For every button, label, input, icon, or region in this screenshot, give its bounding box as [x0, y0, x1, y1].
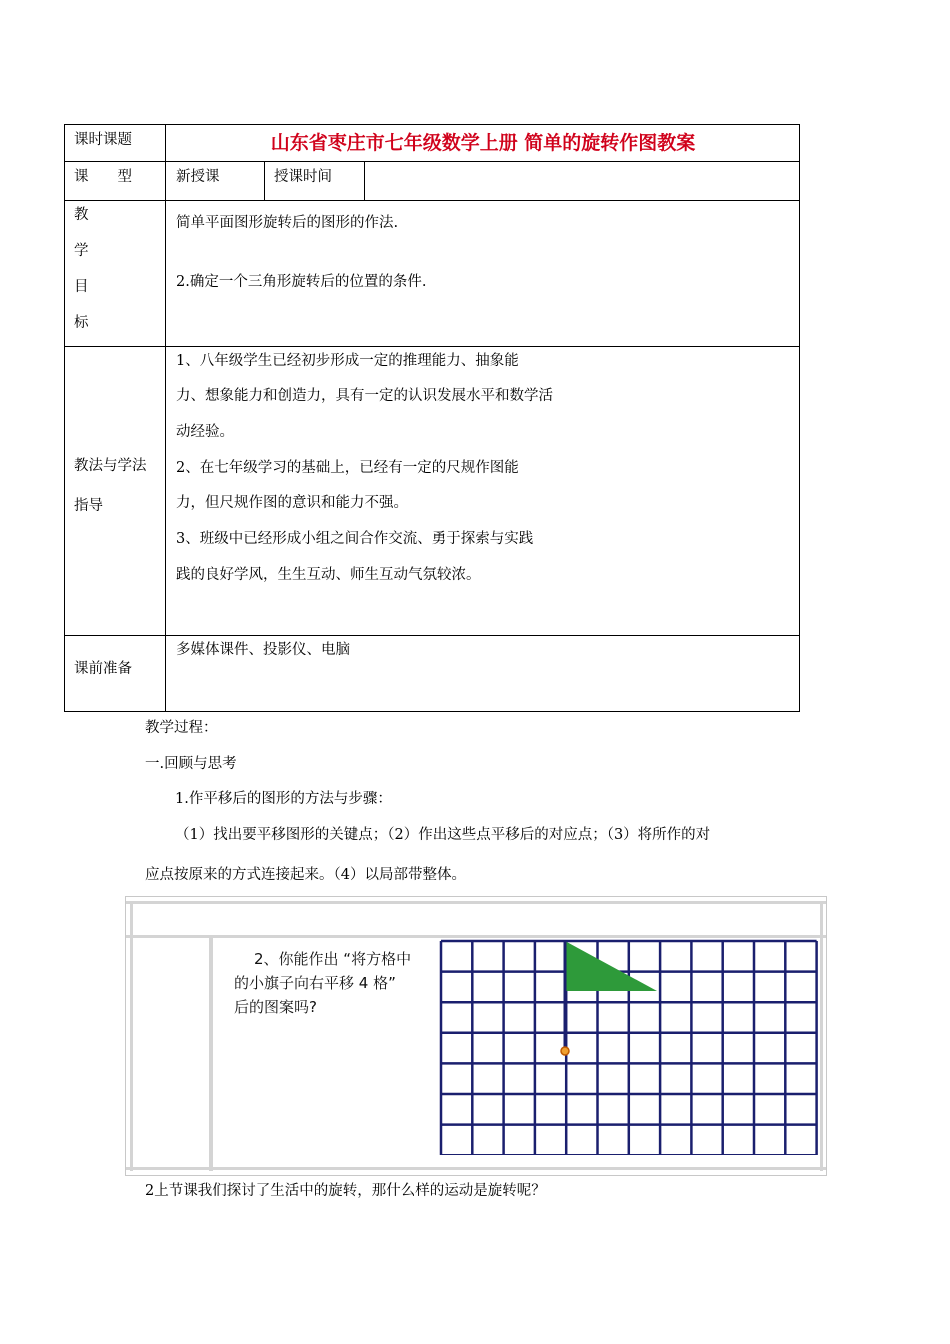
- method-line: 1、八年级学生已经初步形成一定的推理能力、抽象能: [176, 353, 519, 369]
- prep-value: 多媒体课件、投影仪、电脑: [176, 642, 350, 658]
- method-label-line: 指导: [74, 498, 103, 514]
- section-heading: 一.回顾与思考: [145, 756, 237, 772]
- goals-label-char: 目: [74, 279, 89, 295]
- step-intro: 1.作平移后的图形的方法与步骤：: [175, 791, 392, 807]
- method-line: 动经验。: [176, 424, 234, 440]
- method-line: 2、在七年级学习的基础上，已经有一定的尺规作图能: [176, 460, 519, 476]
- slide-question-line: 的小旗子向右平移 4 格”: [234, 974, 396, 992]
- steps-line: 应点按原来的方式连接起来。（4）以局部带整体。: [145, 867, 466, 883]
- slide-frame-bar: [126, 1167, 826, 1170]
- type-value: 新授课: [176, 169, 220, 185]
- time-label: 授课时间: [274, 169, 332, 185]
- slide-frame-bar: [126, 901, 826, 904]
- method-line: 践的良好学风，生生互动、师生互动气氛较浓。: [176, 567, 481, 583]
- lesson-title: 山东省枣庄市七年级数学上册 简单的旋转作图教案: [270, 132, 696, 154]
- method-line: 力，但尺规作图的意识和能力不强。: [176, 495, 408, 511]
- goals-label-char: 教: [74, 207, 89, 223]
- method-label-line: 教法与学法: [74, 458, 147, 474]
- prep-label: 课前准备: [74, 661, 132, 677]
- goals-label-char: 标: [74, 315, 89, 331]
- title-label: 课时课题: [74, 132, 132, 148]
- lesson-info-table: [64, 124, 800, 712]
- slide-frame-bar: [126, 935, 826, 938]
- pole-base-point: [561, 1047, 569, 1055]
- steps-line: （1）找出要平移图形的关键点；（2）作出这些点平移后的对应点；（3）将所作的对: [175, 827, 711, 843]
- slide-question-line: 2、你能作出 “将方格中: [254, 950, 412, 968]
- type-label: 课 型: [74, 169, 132, 185]
- process-heading: 教学过程：: [145, 720, 218, 736]
- method-line: 3、班级中已经形成小组之间合作交流、勇于探索与实践: [176, 531, 534, 547]
- goal-item: 简单平面图形旋转后的图形的作法.: [176, 215, 399, 231]
- goal-item: 2.确定一个三角形旋转后的位置的条件.: [176, 274, 427, 290]
- slide-question-line: 后的图案吗?: [234, 998, 317, 1016]
- slide-frame-bar: [130, 901, 133, 1171]
- square-grid: [439, 939, 827, 1155]
- flag-triangle: [565, 941, 657, 991]
- translation-slide-figure: [125, 896, 827, 1176]
- method-line: 力、想象能力和创造力，具有一定的认识发展水平和数学活: [176, 388, 553, 404]
- question-line: 2上节课我们探讨了生活中的旋转，那什么样的运动是旋转呢？: [145, 1183, 546, 1199]
- goals-label-char: 学: [74, 243, 89, 259]
- grid-lines: [441, 941, 817, 1155]
- slide-frame-bar: [209, 935, 213, 1171]
